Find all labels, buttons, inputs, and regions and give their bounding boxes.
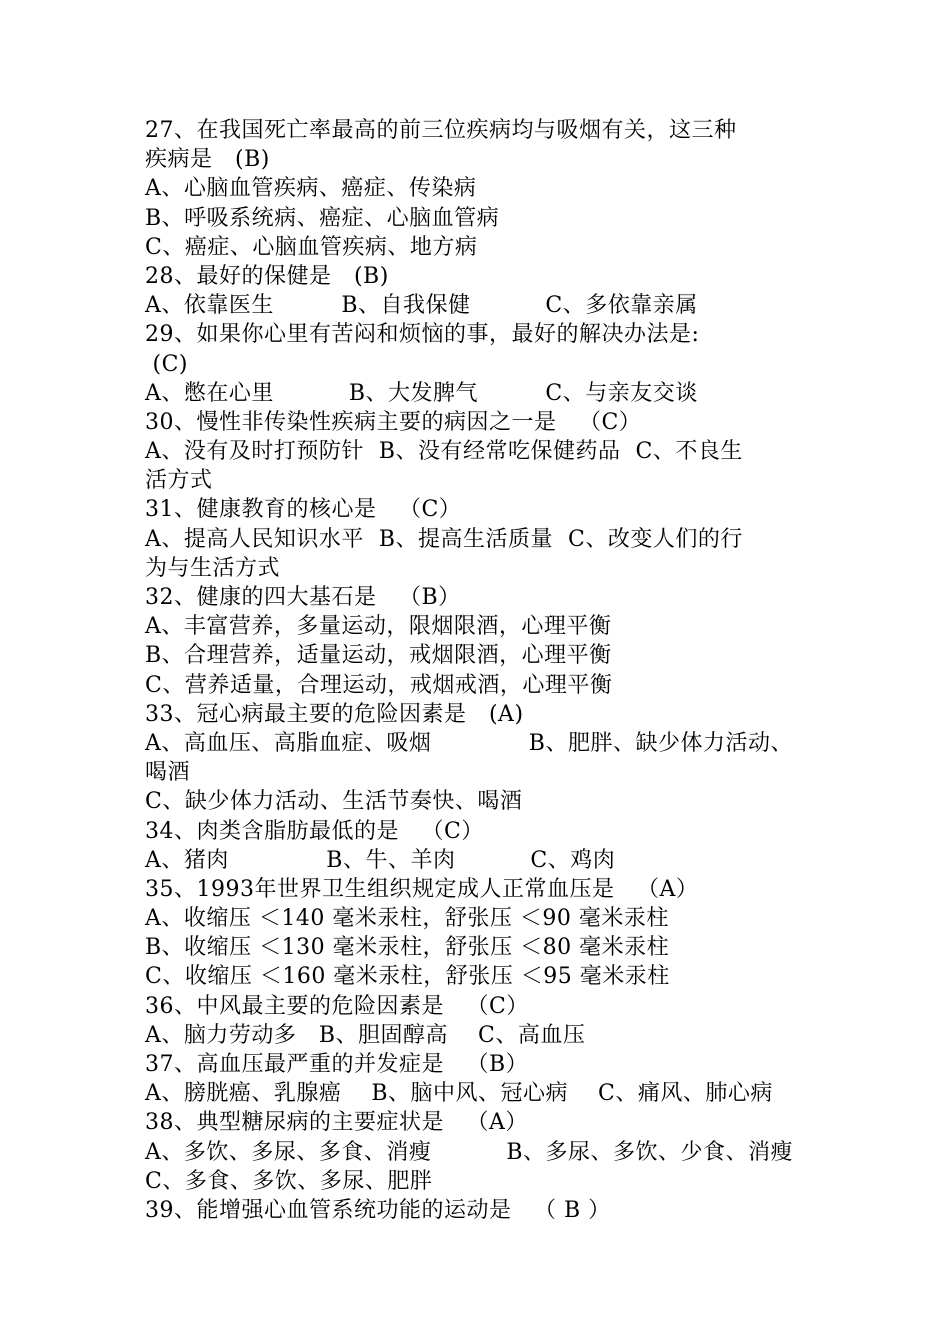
question-32-option-c: C、营养适量，合理运动，戒烟戒酒，心理平衡 (145, 672, 613, 698)
question-32-text: 32、健康的四大基石是 （B） (145, 585, 461, 610)
question-30-text: 30、慢性非传染性疾病主要的病因之一是 （C） (145, 409, 642, 435)
question-39-text: 39、能增强心血管系统功能的运动是 （ B ） (145, 1197, 611, 1223)
question-32-option-a: A、丰富营养，多量运动，限烟限酒，心理平衡 (145, 614, 612, 640)
question-35-option-b: B、收缩压 ＜130 毫米汞柱，舒张压 ＜80 毫米汞柱 (145, 935, 670, 961)
question-36-text: 36、中风最主要的危险因素是 （C） (145, 993, 529, 1019)
question-37-text: 37、高血压最严重的并发症是 （B） (145, 1052, 529, 1077)
question-31-options-line-2: 为与生活方式 (145, 555, 281, 581)
question-30-options-line-2: 活方式 (145, 468, 213, 494)
question-37-options: A、膀胱癌、乳腺癌 B、脑中风、冠心病 C、痛风、肺心病 (145, 1081, 773, 1107)
question-31-text: 31、健康教育的核心是 （C） (145, 497, 462, 523)
question-34-options: A、猪肉 B、牛、羊肉 C、鸡肉 (145, 847, 616, 873)
question-27-option-c: C、癌症、心脑血管疾病、地方病 (145, 234, 478, 260)
question-27-text-line-1: 27、在我国死亡率最高的前三位疾病均与吸烟有关，这三种 (145, 118, 737, 143)
question-33-options-line-1: A、高血压、高脂血症、吸烟 B、肥胖、缺少体力活动、 (145, 730, 793, 756)
question-35-option-c: C、收缩压 ＜160 毫米汞柱，舒张压 ＜95 毫米汞柱 (145, 964, 670, 990)
question-29-options: A、憋在心里 B、大发脾气 C、与亲友交谈 (145, 380, 698, 406)
question-38-options-line-1: A、多饮、多尿、多食、消瘦 B、多尿、多饮、少食、消瘦 (145, 1139, 793, 1165)
question-33-option-c: C、缺少体力活动、生活节奏快、喝酒 (145, 789, 523, 815)
question-33-text: 33、冠心病最主要的危险因素是 (A) (145, 701, 524, 727)
question-27-text-line-2: 疾病是 (B) (145, 147, 270, 173)
question-29-text-line-2: (C) (145, 351, 188, 377)
question-28-options: A、依靠医生 B、自我保健 C、多依靠亲属 (145, 293, 698, 319)
question-27-option-a: A、心脑血管疾病、癌症、传染病 (145, 176, 477, 202)
question-31-options-line-1: A、提高人民知识水平 B、提高生活质量 C、改变人们的行 (145, 526, 743, 552)
question-32-option-b: B、合理营养，适量运动，戒烟限酒，心理平衡 (145, 643, 612, 669)
question-35-text: 35、1993年世界卫生组织规定成人正常血压是 （A） (145, 876, 699, 902)
question-36-options: A、脑力劳动多 B、胆固醇高 C、高血压 (145, 1022, 586, 1048)
question-38-text: 38、典型糖尿病的主要症状是 （A） (145, 1110, 528, 1136)
question-29-text-line-1: 29、如果你心里有苦闷和烦恼的事，最好的解决办法是: (145, 322, 700, 348)
question-28-text: 28、最好的保健是 (B) (145, 263, 389, 289)
question-35-option-a: A、收缩压 ＜140 毫米汞柱，舒张压 ＜90 毫米汞柱 (145, 906, 669, 932)
question-38-option-c: C、多食、多饮、多尿、肥胖 (145, 1168, 433, 1194)
question-34-text: 34、肉类含脂肪最低的是 （C） (145, 818, 484, 844)
document-page (145, 116, 845, 1225)
question-33-options-line-2: 喝酒 (145, 760, 191, 786)
question-27-option-b: B、呼吸系统病、癌症、心脑血管病 (145, 205, 500, 231)
question-30-options-line-1: A、没有及时打预防针 B、没有经常吃保健药品 C、不良生 (145, 439, 743, 465)
